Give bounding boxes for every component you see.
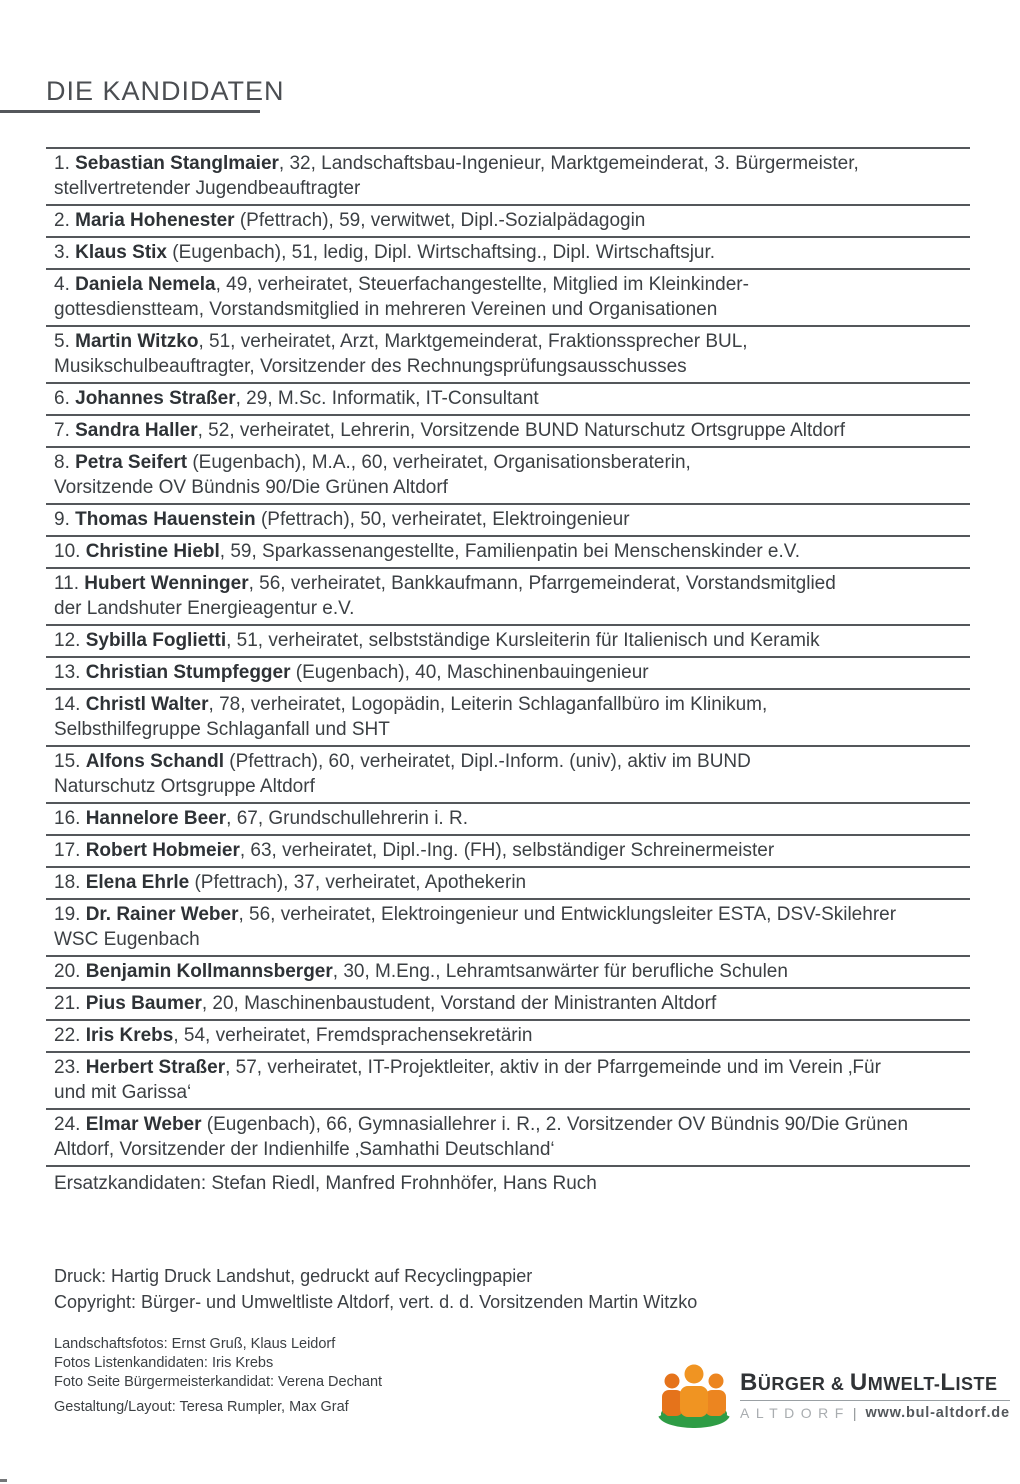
candidate-details: (Eugenbach), 40, Maschinenbauingenieur (290, 662, 649, 683)
candidate-name: Elena Ehrle (85, 872, 190, 893)
candidate-name: Petra Seifert (75, 452, 188, 473)
candidate-number: 12. (54, 630, 86, 651)
candidate-number: 17. (54, 840, 86, 861)
candidate-number: 11. (54, 573, 85, 594)
imprint-copyright: Copyright: Bürger- und Umweltliste Altdorf, vert. d. d. Vorsitzenden Martin Witzko (54, 1292, 698, 1312)
candidate-number: 5. (54, 331, 76, 352)
candidate-row (46, 414, 970, 446)
candidate-name: Christian Stumpfegger (85, 662, 291, 683)
candidate-details: (Pfettrach), 37, verheiratet, Apothekerin (189, 872, 527, 893)
candidate-details: (Eugenbach), M.A., 60, verheiratet, Organisationsberaterin, Vorsitzende OV Bündnis 90/Die Grünen Altdorf (54, 452, 691, 498)
logo-text-block (740, 1370, 1010, 1421)
candidate-name: Daniela Nemela (75, 274, 216, 295)
candidate-name: Sandra Haller (75, 420, 198, 441)
brand-name-part: MWELT- (867, 1373, 941, 1394)
candidate-row (46, 688, 970, 745)
candidate-number: 2. (54, 210, 76, 231)
candidate-details: , 54, verheiratet, Fremdsprachensekretärin (173, 1025, 533, 1046)
candidate-list (46, 147, 970, 1199)
candidate-number: 15. (54, 751, 86, 772)
candidate-row (46, 503, 970, 535)
candidate-row (46, 325, 970, 382)
logo-divider (740, 1400, 1010, 1401)
candidate-details: , 63, verheiratet, Dipl.-Ing. (FH), selbständiger Schreinermeister (239, 840, 775, 861)
candidate-number: 8. (54, 452, 76, 473)
brand-name-part: U (849, 1368, 868, 1396)
candidate-row (46, 567, 970, 624)
candidate-name: Iris Krebs (85, 1025, 174, 1046)
candidate-number: 7. (54, 420, 76, 441)
candidate-number: 10. (54, 541, 86, 562)
candidate-name: Robert Hobmeier (85, 840, 240, 861)
candidate-name: Maria Hohenester (75, 210, 235, 231)
candidate-details: , 30, M.Eng., Lehramtsanwärter für berufliche Schulen (332, 961, 788, 982)
page-title-block (0, 76, 285, 113)
candidate-name: Sebastian Stanglmaier (75, 153, 279, 174)
imprint-block (54, 1263, 970, 1315)
candidate-number: 13. (54, 662, 86, 683)
candidate-row (46, 955, 970, 987)
candidate-details: , 56, verheiratet, Elektroingenieur und Entwicklungsleiter ESTA, DSV-Skilehrer WSC Eugenbach (54, 904, 897, 950)
logo-url: www.bul-altdorf.de (865, 1404, 1010, 1421)
brand-name-part: ISTE (955, 1373, 998, 1394)
candidate-number: 1. (54, 153, 76, 174)
candidate-details: (Pfettrach), 60, verheiratet, Dipl.-Inform. (univ), aktiv im BUND Naturschutz Ortsgruppe Altdorf (54, 751, 751, 797)
credit-line: Gestaltung/Layout: Teresa Rumpler, Max Graf (54, 1399, 349, 1415)
credit-line: Foto Seite Bürgermeisterkandidat: Verena Dechant (54, 1374, 383, 1390)
candidate-row (46, 1108, 970, 1165)
scan-artifact (0, 1479, 7, 1482)
candidate-row (46, 147, 970, 204)
candidate-details: , 52, verheiratet, Lehrerin, Vorsitzende BUND Naturschutz Ortsgruppe Altdorf (197, 420, 845, 441)
candidate-details: , 29, M.Sc. Informatik, IT-Consultant (235, 388, 539, 409)
candidate-name: Sybilla Foglietti (85, 630, 227, 651)
candidate-row (46, 268, 970, 325)
candidate-row (46, 1019, 970, 1051)
candidate-row (46, 987, 970, 1019)
candidate-row (46, 802, 970, 834)
candidate-row (46, 834, 970, 866)
candidate-details: , 32, Landschaftsbau-Ingenieur, Marktgemeinderat, 3. Bürgermeister, stellvertretender Jugendbeauftragter (54, 153, 859, 199)
brand-name-part: B (740, 1368, 758, 1396)
candidate-row (46, 204, 970, 236)
credit-line: Fotos Listenkandidaten: Iris Krebs (54, 1355, 274, 1371)
candidate-row (46, 898, 970, 955)
candidate-details: , 49, verheiratet, Steuerfachangestellte, Mitglied im Kleinkinder- gottesdienstteam, Vorstandsmitglied in mehreren Vereinen und Organisationen (54, 274, 749, 320)
candidate-details: , 20, Maschinenbaustudent, Vorstand der Ministranten Altdorf (201, 993, 717, 1014)
candidate-details: , 67, Grundschullehrerin i. R. (226, 808, 468, 829)
credit-line: Landschaftsfotos: Ernst Gruß, Klaus Leidorf (54, 1336, 336, 1352)
logo-pipe-separator: | (852, 1404, 857, 1421)
candidate-name: Benjamin Kollmannsberger (85, 961, 333, 982)
bul-logo (658, 1352, 1010, 1438)
candidate-row (46, 382, 970, 414)
candidate-number: 9. (54, 509, 76, 530)
candidate-row (46, 866, 970, 898)
candidate-number: 18. (54, 872, 86, 893)
page-title: DIE KANDIDATEN (46, 76, 285, 106)
candidate-details: , 59, Sparkassenangestellte, Familienpatin bei Menschenskinder e.V. (219, 541, 800, 562)
logo-subline (740, 1405, 1010, 1421)
candidate-name: Hubert Wenninger (84, 573, 249, 594)
candidate-number: 6. (54, 388, 76, 409)
candidate-name: Johannes Straßer (75, 388, 236, 409)
candidate-details: , 51, verheiratet, selbstständige Kursleiterin für Italienisch und Keramik (226, 630, 820, 651)
candidate-name: Alfons Schandl (85, 751, 224, 772)
substitutes-row: Ersatzkandidaten: Stefan Riedl, Manfred Frohnhöfer, Hans Ruch (46, 1165, 970, 1199)
brand-name (740, 1370, 1010, 1397)
candidate-row (46, 535, 970, 567)
candidate-row (46, 624, 970, 656)
candidate-number: 14. (54, 694, 86, 715)
candidate-details: , 78, verheiratet, Logopädin, Leiterin Schlaganfallbüro im Klinikum, Selbsthilfegruppe Schlaganfall und SHT (54, 694, 768, 740)
candidate-details: , 57, verheiratet, IT-Projektleiter, aktiv in der Pfarrgemeinde und im Verein ‚Für und mit Garissa‘ (54, 1057, 881, 1103)
candidate-row (46, 446, 970, 503)
candidate-number: 19. (54, 904, 86, 925)
candidate-details: , 51, verheiratet, Arzt, Marktgemeinderat, Fraktionssprecher BUL, Musikschulbeauftragter, Vorsitzender des Rechnungsprüfungsausschusses (54, 331, 748, 377)
candidate-details: (Eugenbach), 66, Gymnasiallehrer i. R., 2. Vorsitzender OV Bündnis 90/Die Grünen Altdorf, Vorsitzender der Indienhilfe ‚Samhathi Deutschland‘ (54, 1114, 909, 1160)
candidate-number: 4. (54, 274, 76, 295)
candidate-number: 21. (54, 993, 86, 1014)
candidate-number: 16. (54, 808, 86, 829)
candidate-details: (Pfettrach), 50, verheiratet, Elektroingenieur (255, 509, 630, 530)
candidate-number: 24. (54, 1114, 86, 1135)
people-on-green-ellipse-icon (658, 1362, 730, 1428)
candidate-number: 20. (54, 961, 86, 982)
candidate-details: (Eugenbach), 51, ledig, Dipl. Wirtschaftsing., Dipl. Wirtschaftsjur. (167, 242, 716, 263)
candidate-number: 23. (54, 1057, 86, 1078)
candidate-name: Elmar Weber (85, 1114, 202, 1135)
candidate-number: 3. (54, 242, 76, 263)
brand-name-part: L (940, 1368, 956, 1396)
candidate-name: Hannelore Beer (85, 808, 227, 829)
candidate-row (46, 745, 970, 802)
candidate-row (46, 656, 970, 688)
candidate-name: Christl Walter (85, 694, 209, 715)
candidate-details: (Pfettrach), 59, verwitwet, Dipl.-Sozialpädagogin (234, 210, 646, 231)
candidate-details: , 56, verheiratet, Bankkaufmann, Pfarrgemeinderat, Vorstandsmitglied der Landshuter Energieagentur e.V. (54, 573, 836, 619)
candidate-name: Dr. Rainer Weber (85, 904, 239, 925)
candidate-name: Herbert Straßer (85, 1057, 226, 1078)
candidate-number: 22. (54, 1025, 86, 1046)
imprint-druck: Druck: Hartig Druck Landshut, gedruckt auf Recyclingpapier (54, 1266, 533, 1286)
candidate-name: Klaus Stix (75, 242, 167, 263)
brand-name-part: ÜRGER & (757, 1373, 850, 1394)
logo-town: ALTDORF (740, 1404, 850, 1421)
candidate-name: Pius Baumer (85, 993, 202, 1014)
candidate-name: Martin Witzko (75, 331, 199, 352)
candidate-row (46, 236, 970, 268)
candidate-row (46, 1051, 970, 1108)
candidate-name: Thomas Hauenstein (75, 509, 256, 530)
candidate-name: Christine Hiebl (85, 541, 220, 562)
